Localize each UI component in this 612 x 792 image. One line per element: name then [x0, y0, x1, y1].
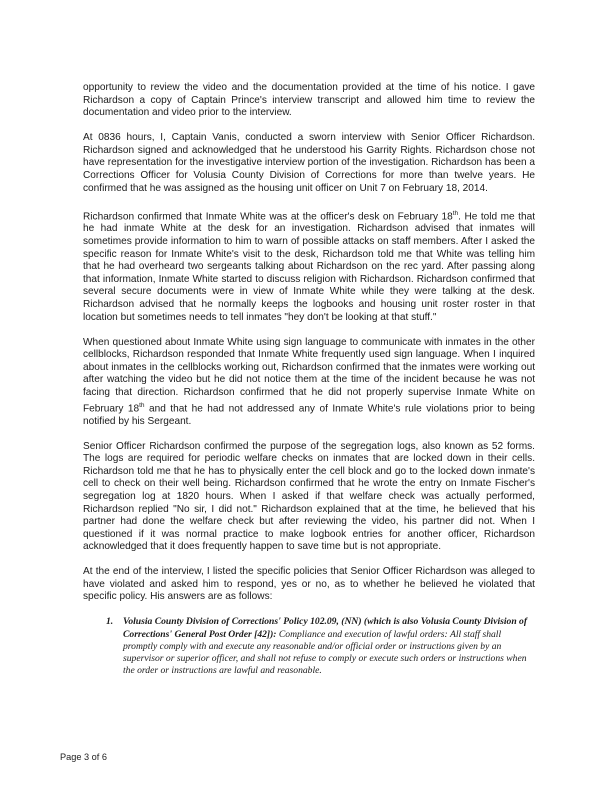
policy-list-item: [106, 616, 534, 677]
policy-number: 1.: [106, 616, 114, 628]
paragraph-text: When questioned about Inmate White using sign language to communicate with inmates in the other cellblocks, Richardson responded that Inmate White frequently used sign language. When I inquired about inmates in the cellblocks working out, Richardson confirmed that the inmates were working out after watching the video but he did not notice them at the time of the incident because he was not facing that direction. Richardson confirmed that he did not properly supervise Inmate White on February 18: [83, 336, 535, 414]
paragraph-text: and that he had not addressed any of Inmate White's rule violations prior to being notified by his Sergeant.: [83, 402, 536, 427]
paragraph-policies-intro: At the end of the interview, I listed the specific policies that Senior Officer Richardson was alleged to have violated and asked him to respond, yes or no, as to whether he believed he violated that specific policy. His answers are as follows:: [83, 566, 535, 603]
paragraph-inmate-white-desk: [83, 208, 535, 325]
paragraph-sign-language: [83, 337, 535, 429]
paragraph-text: . He told me that he had inmate White at the desk for an investigation. Richardson advised that inmates will sometimes provide information to him to warn of possible attacks on staff members. After I asked the specific reason for Inmate White's visit to the desk, Richardson told me that White was telling him that he had overheard two sergeants talking about Richardson on the rec yard. After passing along that information, Inmate White started to discuss religion with Richardson. Richardson confirmed that several secure documents were in view of Inmate White while they were talking at the desk. Richardson advised that he normally keeps the logbooks and housing unit roster roster in that location but sometimes needs to tell inmates "hey don't be looking at that stuff.": [83, 210, 535, 323]
ordinal-suffix: th: [139, 401, 145, 409]
document-body: [83, 82, 535, 677]
paragraph-segregation-logs: Senior Officer Richardson confirmed the purpose of the segregation logs, also known as 52 forms. The logs are required for periodic welfare checks on inmates that are locked down in their cells. Richardson told me that he has to physically enter the cell block and go to the locked down inmate's cell to check on their well being. Richardson confirmed that he wrote the entry on Inmate Fischer's segregation log at 1820 hours. When I asked if that welfare check was actually performed, Richardson replied "No sir, I did not." Richardson explained that at the time, he believed that his partner had done the welfare check but after reviewing the video, his partner did not. When I questioned if it was normal practice to make logbook entries for another officer, Richardson acknowledged that it does frequently happen to save time but is not appropriate.: [83, 440, 535, 553]
paragraph-text: Richardson confirmed that Inmate White was at the officer's desk on February 18: [83, 210, 453, 222]
paragraph-sworn-interview: At 0836 hours, I, Captain Vanis, conducted a sworn interview with Senior Officer Richardson. Richardson signed and acknowledged that he understood his Garrity Rights. Richardson chose not have representation for the investigative interview portion of the investigation. Richardson has been a Corrections Officer for Volusia County Division of Corrections for more than twelve years. He confirmed that he was assigned as the housing unit officer on Unit 7 on February 18, 2014.: [83, 132, 535, 194]
policy-description: Compliance and execution of lawful orders: All staff shall promptly comply with and execute any reasonable and/or official order or instructions given by an supervisor or superior officer, and shall not refuse to comply or execute such orders or instructions when the order or instructions are lawful and reasonable.: [123, 628, 527, 677]
policy-title: Volusia County Division of Corrections' Policy 102.09, (NN) (which is also Volusia County Division of Corrections' General Post Order [42]):: [123, 616, 528, 640]
page-footer: Page 3 of 6: [60, 752, 107, 762]
paragraph-review-opportunity: opportunity to review the video and the documentation provided at the time of his notice. I gave Richardson a copy of Captain Prince's interview transcript and allowed him time to review the documentation and video prior to the interview.: [83, 82, 535, 119]
ordinal-suffix: th: [452, 209, 459, 217]
policy-text-block: [123, 616, 534, 677]
